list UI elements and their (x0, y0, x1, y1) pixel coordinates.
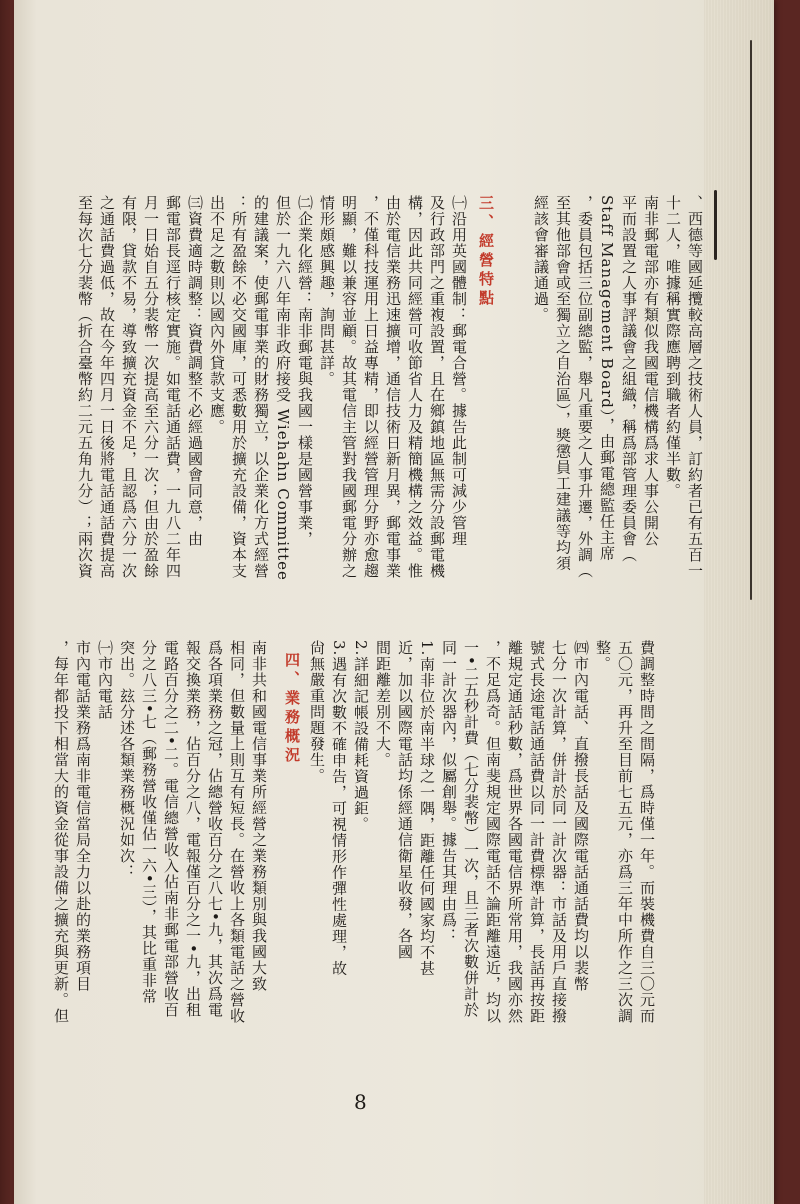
section-heading-4: 四、業務概況 (283, 652, 301, 766)
text-column: 之通話費過低，故在今年四月一日後將電話通話費提高 (98, 195, 116, 579)
text-column: ，每年都投下相當大的資金從事設備之擴充與更新。但 (52, 640, 70, 1024)
text-column: 郵電部長逕行核定實施。如電話通話費，一九八二年四 (164, 195, 182, 579)
text-column: ，委員包括三位副總監，舉凡重要之人事升遷，外調（ (576, 195, 594, 579)
text-column: 五〇元，再升至目前七五元，亦爲三年中所作之三次調 (616, 640, 634, 1024)
section-3-text-block (74, 195, 470, 600)
page-edge-line (750, 40, 752, 600)
text-column: 電路百分之二•二。電信總營收入佔南非郵電部營收百 (162, 640, 180, 1018)
text-column: 至其他部會或至獨立之自治區），獎懲員工建議等均須 (554, 195, 572, 572)
text-column: ，不足爲奇。但南斐規定國際電話不論距離遠近，均以 (484, 640, 502, 1024)
text-column: 七分一次計算，併計於同一計次器：市話及用戶直接撥 (550, 640, 568, 1024)
text-column: 明顯，難以兼容並顧。故其電信主管對我國郵電分辦之 (340, 195, 358, 579)
lower-right-text-block (306, 640, 658, 1050)
text-column: ㈢資費適時調整：資費調整不必經過國會同意，由 (186, 195, 204, 547)
page-number: 8 (354, 1090, 367, 1114)
section-4-text-block (50, 640, 270, 1050)
text-column: 及行政部門之重複設置，且在鄉鎮地區無需分設郵電機 (428, 195, 446, 579)
text-column: 突出。玆分述各類業務概況如次： (118, 640, 136, 880)
text-column: 分之八三•七（郵務營收僅佔一六•三），其比重非常 (140, 640, 158, 1005)
text-column: ，不僅科技運用上日益專精，即以經營管理分野亦愈趨 (362, 195, 380, 579)
text-column: 報交換業務，佔百分之八，電報僅百分之一•九，出租 (184, 640, 202, 1018)
text-column: 經該會審議通過。 (532, 195, 550, 323)
text-column: ㈠沿用英國體制：郵電合營。據告此制可減少管理 (450, 195, 468, 547)
text-column: 整。 (594, 640, 612, 672)
text-column: 南非共和國電信事業所經營之業務類別與我國大致 (250, 640, 268, 992)
text-column: Staff Management Board），由郵電總監任主席 (598, 195, 616, 562)
book-page (14, 0, 774, 1204)
text-column: ㈡企業化經營：南非郵電與我國一樣是國營事業， (296, 195, 314, 547)
binding-mark (714, 190, 717, 260)
text-column: 3.遇有次數不確申告，可視情形作彈性處理，故 (330, 640, 348, 977)
text-column: 近，加以國際電話均係經通信衛星收發，各國 (396, 640, 414, 960)
text-column: 號式長途電話通話費以同一計費標準計算，長話再按距 (528, 640, 546, 1024)
text-column: 的建議案，使郵電事業的財務獨立，以企業化方式經營 (252, 195, 270, 579)
text-column: 爲各項業務之冠，佔總營收百分之八七•九，其次爲電 (206, 640, 224, 1018)
upper-right-text-block (530, 195, 706, 600)
text-column: 2.詳細記帳設備耗資過鉅。 (352, 640, 370, 833)
text-column: 情形頗感興趣，詢問甚詳。 (318, 195, 336, 387)
text-column: 、西德等國延攬較高層之技術人員，訂約者已有五百一 (686, 195, 704, 579)
text-column: ㈠市內電話 (96, 640, 114, 720)
text-column: 由於電信業務迅速擴增，通信技術日新月異，郵電事業 (384, 195, 402, 579)
page-stack-edge (704, 0, 774, 1204)
text-column: 1.南非位於南半球之一隅，距離任何國家均不甚 (418, 640, 436, 977)
text-column: ：所有盈餘不必交國庫，可悉數用於擴充設備，資本支 (230, 195, 248, 579)
text-column: 相同，但數量上則互有短長。在營收上各類電話之營收 (228, 640, 246, 1024)
text-column: 出不足之數則以國內外貸款支應。 (208, 195, 226, 435)
text-column: 間距離差別不大。 (374, 640, 392, 768)
text-column: 有限，貸款不易，導致擴充資金不足，且認爲六分一次 (120, 195, 138, 579)
text-column: 費調整時間之間隔，爲時僅一年。而裝機費自三〇元而 (638, 640, 656, 1024)
text-column: 構，因此共同經營可收節省人力及精簡機構之效益。惟 (406, 195, 424, 579)
text-column: 十二人，唯據稱實際應聘到職者約僅半數。 (664, 195, 682, 499)
text-column: 同一計次器內，似屬創舉。據告其理由爲： (440, 640, 458, 944)
text-column: 但於一九六八年南非政府接受 Wiehahn Committee (274, 195, 292, 581)
text-column: 月一日始自五分裴幣一次提高至六分一次；但由於盈餘 (142, 195, 160, 579)
text-column: 離規定通話秒數，爲世界各國電信界所常用，我國亦然 (506, 640, 524, 1024)
text-column: 市內電話業務爲南非電信當局全力以赴的業務項目 (74, 640, 92, 992)
text-column: 一•二五秒計費（七分裴幣）一次，且三者次數併計於 (462, 640, 480, 1018)
text-column: 尙無嚴重問題發生。 (308, 640, 326, 784)
section-heading-3: 三、經營特點 (477, 195, 495, 309)
text-column: ㈣市內電話、直撥長話及國際電話通話費均以裴幣 (572, 640, 590, 992)
text-column: 平而設置之人事評議會之組織，稱爲部管理委員會（ (620, 195, 638, 563)
text-column: 南非郵電部亦有類似我國電信機構爲求人事公開公 (642, 195, 660, 547)
text-column: 至每次七分裴幣（折合臺幣約二元五角九分）；兩次資 (76, 195, 94, 579)
